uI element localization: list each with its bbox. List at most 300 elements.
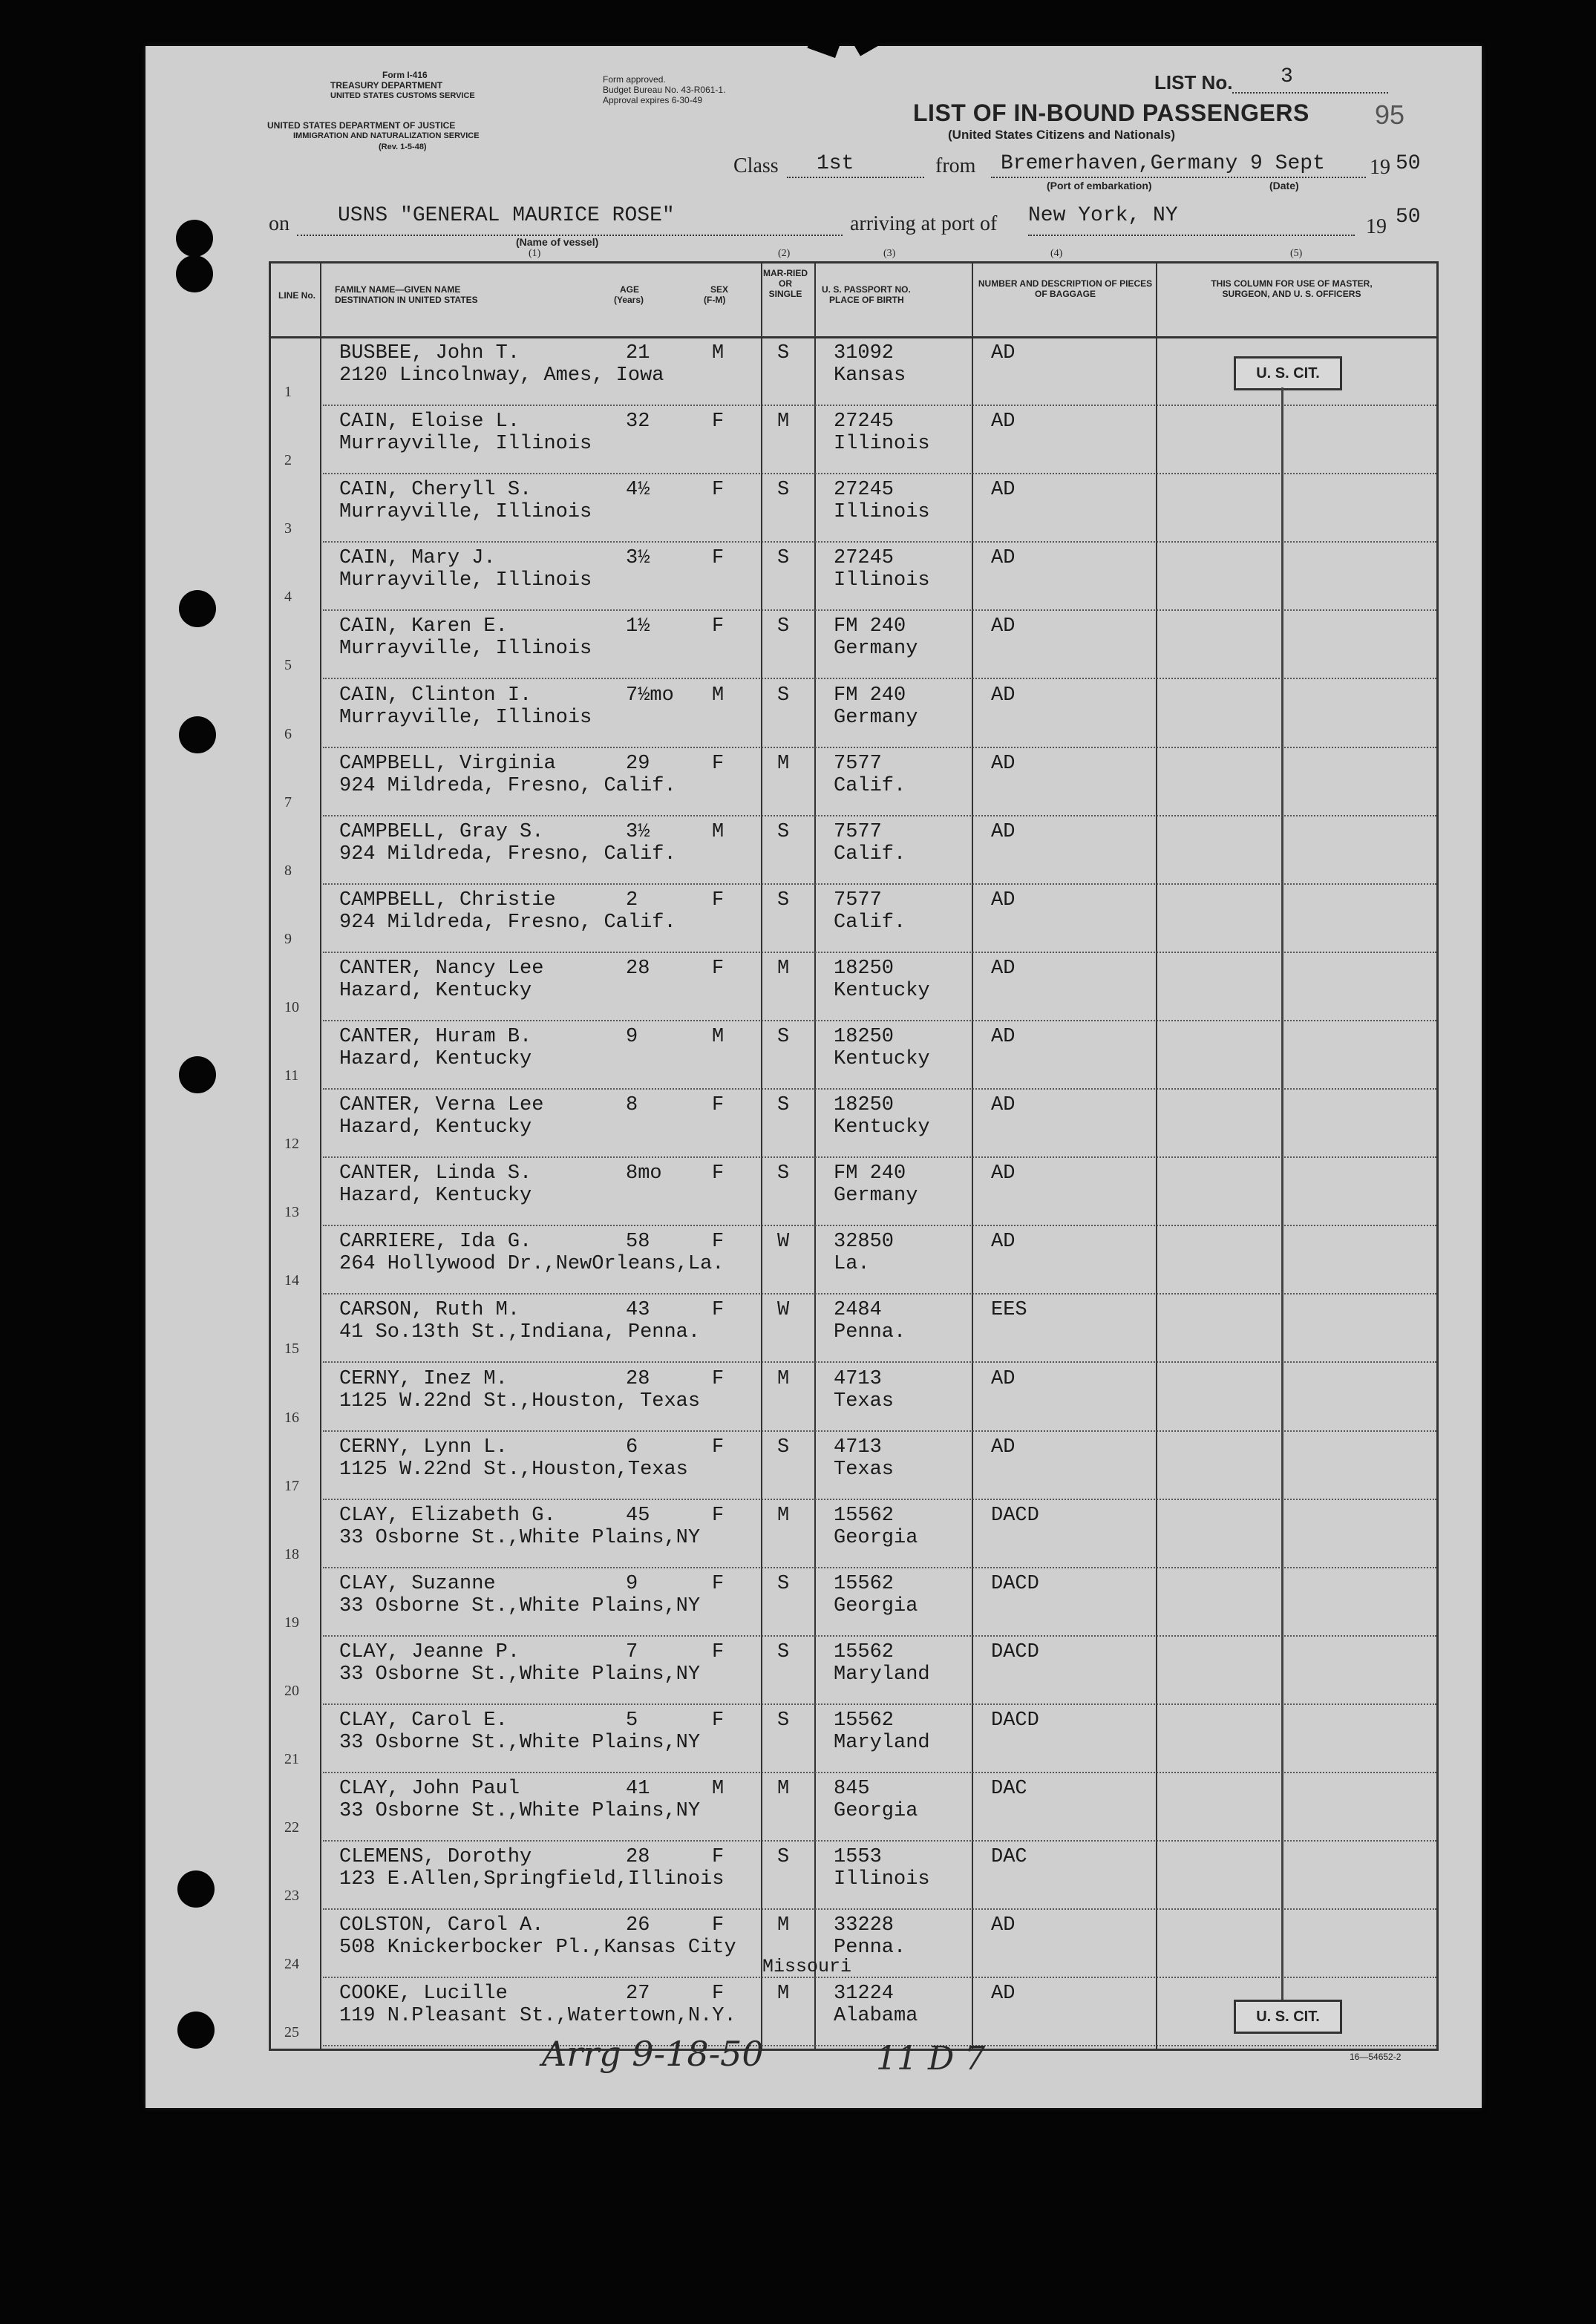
passenger-sex: F [712, 1094, 725, 1117]
line-number: 23 [284, 1888, 299, 1905]
line-number: 16 [284, 1409, 299, 1426]
passenger-destination: Hazard, Kentucky [339, 1116, 532, 1139]
baggage: DACD [991, 1504, 1039, 1527]
table-row [271, 1705, 1436, 1773]
us-citizen-stamp-bottom: U. S. CIT. [1234, 2000, 1342, 2034]
passenger-name: CLAY, Jeanne P. [339, 1640, 520, 1663]
passenger-sex: F [712, 1504, 725, 1527]
col-header-baggage: NUMBER AND DESCRIPTION OF PIECES OF BAGGAGE [978, 278, 1153, 299]
col-header-birth: PLACE OF BIRTH [829, 295, 904, 305]
revision: (Rev. 1-5-48) [379, 143, 427, 151]
line-number: 25 [284, 2024, 299, 2041]
table-row [271, 1842, 1436, 1910]
passenger-sex: F [712, 888, 725, 911]
marital-status: S [777, 1709, 790, 1732]
line-number: 14 [284, 1272, 299, 1289]
passport-number: 15562 [834, 1709, 895, 1732]
passenger-destination: Hazard, Kentucky [339, 1185, 532, 1208]
baggage: AD [991, 1094, 1016, 1117]
baggage: AD [991, 547, 1016, 570]
list-no-label: LIST No. [1154, 71, 1233, 94]
date-caption: (Date) [1269, 180, 1299, 192]
passport-number: 18250 [834, 1026, 895, 1048]
baggage: AD [991, 1983, 1016, 2006]
table-row [271, 885, 1436, 953]
passenger-destination: 924 Mildreda, Fresno, Calif. [339, 842, 676, 865]
print-code: 16—54652-2 [1350, 2052, 1402, 2062]
line-number: 11 [284, 1067, 299, 1084]
marital-status: M [777, 410, 790, 433]
line-number: 21 [284, 1751, 299, 1767]
passenger-destination: Hazard, Kentucky [339, 1048, 532, 1070]
marital-status: M [777, 1983, 790, 2006]
class-value: 1st [817, 152, 854, 175]
us-citizen-stamp-top: U. S. CIT. [1234, 356, 1342, 390]
line-number: 20 [284, 1682, 299, 1699]
passenger-age: 27 [626, 1983, 650, 2006]
passenger-name: CERNY, Inez M. [339, 1367, 508, 1390]
line-number: 2 [284, 452, 292, 469]
table-row [271, 953, 1436, 1021]
passenger-sex: F [712, 1572, 725, 1595]
marital-status: S [777, 615, 790, 638]
col-num-1: (1) [529, 248, 541, 259]
place-of-birth: Penna. [834, 1321, 906, 1344]
passenger-destination: 123 E.Allen,Springfield,Illinois [339, 1868, 725, 1891]
passenger-name: CAMPBELL, Gray S. [339, 820, 544, 843]
passenger-destination: 33 Osborne St.,White Plains,NY [339, 1663, 701, 1686]
passenger-sex: M [712, 1026, 725, 1048]
vessel-caption: (Name of vessel) [516, 236, 599, 248]
passenger-age: 7½mo [626, 684, 674, 707]
passenger-destination: 1125 W.22nd St.,Houston, Texas [339, 1390, 701, 1413]
marital-status: S [777, 1572, 790, 1595]
passport-number: 7577 [834, 820, 882, 843]
passport-number: 27245 [834, 410, 895, 433]
place-of-birth: Germany [834, 638, 918, 661]
marital-status: S [777, 1846, 790, 1869]
passenger-sex: M [712, 820, 725, 843]
passenger-name: CAMPBELL, Christie [339, 888, 556, 911]
form-number: Form I-416 [382, 70, 428, 80]
place-of-birth: Georgia [834, 1594, 918, 1617]
line-number: 18 [284, 1545, 299, 1562]
passenger-name: CAIN, Mary J. [339, 547, 496, 570]
binder-hole [177, 2012, 215, 2049]
passenger-age: 1½ [626, 615, 650, 638]
passenger-destination: Hazard, Kentucky [339, 979, 532, 1002]
place-of-birth: Georgia [834, 1800, 918, 1823]
table-row [271, 406, 1436, 474]
passenger-age: 4½ [626, 479, 650, 502]
line-number: 9 [284, 930, 292, 947]
page-subtitle: (United States Citizens and Nationals) [948, 128, 1176, 142]
place-of-birth: La. [834, 1253, 870, 1276]
marital-status: S [777, 1162, 790, 1185]
marital-status: S [777, 1436, 790, 1459]
place-of-birth: Maryland [834, 1732, 930, 1754]
baggage: AD [991, 1436, 1016, 1459]
passport-number: 4713 [834, 1367, 882, 1390]
passenger-sex: F [712, 957, 725, 980]
passenger-name: COLSTON, Carol A. [339, 1914, 544, 1937]
passenger-destination: 33 Osborne St.,White Plains,NY [339, 1526, 701, 1549]
baggage: AD [991, 1231, 1016, 1254]
baggage: DACD [991, 1709, 1039, 1732]
passenger-name: CLAY, John Paul [339, 1778, 520, 1801]
passenger-name: CLAY, Suzanne [339, 1572, 496, 1595]
line-number: 19 [284, 1614, 299, 1631]
baggage: AD [991, 1162, 1016, 1185]
line-number: 24 [284, 1956, 299, 1973]
passenger-name: CARSON, Ruth M. [339, 1299, 520, 1322]
passenger-age: 28 [626, 1367, 650, 1390]
passenger-sex: F [712, 479, 725, 502]
passenger-name: CERNY, Lynn L. [339, 1436, 508, 1459]
passenger-age: 26 [626, 1914, 650, 1937]
binder-hole [179, 590, 216, 627]
passport-number: 7577 [834, 752, 882, 775]
place-of-birth: Penna. [834, 1937, 906, 1960]
passport-number: 15562 [834, 1640, 895, 1663]
passenger-destination: Murrayville, Illinois [339, 433, 592, 456]
handwritten-arrival-note: Arrg 9-18-50 [542, 2034, 764, 2074]
passenger-destination: 119 N.Pleasant St.,Watertown,N.Y. [339, 2005, 736, 2028]
line-number: 10 [284, 998, 299, 1015]
baggage: AD [991, 1367, 1016, 1390]
col-num-3: (3) [883, 248, 896, 259]
passenger-name: CLAY, Elizabeth G. [339, 1504, 556, 1527]
baggage: AD [991, 615, 1016, 638]
col-num-2: (2) [778, 248, 791, 259]
place-of-birth: Illinois [834, 433, 930, 456]
marital-status: M [777, 1367, 790, 1390]
passenger-destination-2: Missouri [762, 1956, 852, 1978]
binder-hole [179, 716, 216, 753]
col-header-age-sub: (Years) [614, 295, 644, 305]
passenger-sex: F [712, 1231, 725, 1254]
year-value-2: 50 [1396, 206, 1421, 229]
form-approved: Form approved. [603, 74, 666, 85]
approval-expires: Approval expires 6-30-49 [603, 95, 703, 105]
line-number: 22 [284, 1819, 299, 1836]
table-row [271, 1294, 1436, 1363]
col-header-officers: THIS COLUMN FOR USE OF MASTER, SURGEON, AND U. S. OFFICERS [1211, 278, 1373, 299]
table-row [271, 1568, 1436, 1637]
passenger-name: CAIN, Karen E. [339, 615, 508, 638]
binder-hole [179, 1056, 216, 1093]
passenger-sex: F [712, 1436, 725, 1459]
baggage: DACD [991, 1572, 1039, 1595]
marital-status: M [777, 1504, 790, 1527]
passenger-name: CAIN, Clinton I. [339, 684, 532, 707]
passport-number: FM 240 [834, 615, 906, 638]
line-number: 3 [284, 520, 292, 537]
budget-bureau: Budget Bureau No. 43-R061-1. [603, 85, 726, 95]
dept-justice: UNITED STATES DEPARTMENT OF JUSTICE [267, 120, 456, 131]
passenger-name: CAIN, Cheryll S. [339, 479, 532, 502]
passenger-age: 58 [626, 1231, 650, 1254]
passenger-age: 45 [626, 1504, 650, 1527]
passenger-sex: F [712, 1709, 725, 1732]
table-row [271, 1364, 1436, 1432]
passenger-age: 41 [626, 1778, 650, 1801]
baggage: DAC [991, 1778, 1027, 1801]
passenger-age: 6 [626, 1436, 638, 1459]
passenger-sex: F [712, 752, 725, 775]
table-row [271, 1090, 1436, 1158]
passenger-sex: M [712, 1778, 725, 1801]
on-label: on [269, 212, 290, 235]
passenger-destination: 264 Hollywood Dr.,NewOrleans,La. [339, 1253, 725, 1276]
col-header-sex-sub: (F-M) [704, 295, 726, 305]
table-row [271, 816, 1436, 885]
passenger-destination: 508 Knickerbocker Pl.,Kansas City [339, 1937, 736, 1960]
passenger-name: COOKE, Lucille [339, 1983, 508, 2006]
year-value-1: 50 [1396, 152, 1421, 175]
passenger-age: 2 [626, 888, 638, 911]
baggage: AD [991, 1914, 1016, 1937]
baggage: AD [991, 342, 1016, 364]
passenger-age: 3½ [626, 547, 650, 570]
arriving-label: arriving at port of [850, 212, 998, 235]
passenger-age: 5 [626, 1709, 638, 1732]
baggage: AD [991, 752, 1016, 775]
col-header-sex: SEX [710, 284, 729, 295]
dept-treasury: TREASURY DEPARTMENT [330, 80, 443, 91]
passport-number: 18250 [834, 957, 895, 980]
passenger-destination: Murrayville, Illinois [339, 569, 592, 592]
passport-number: 15562 [834, 1572, 895, 1595]
marital-status: S [777, 684, 790, 707]
year-prefix-1: 19 [1370, 156, 1390, 179]
stamp-connector-line [1281, 387, 1283, 2000]
passport-number: 2484 [834, 1299, 882, 1322]
passenger-name: CANTER, Huram B. [339, 1026, 532, 1048]
marital-status: M [777, 1778, 790, 1801]
passport-number: 845 [834, 1778, 870, 1801]
page-title: LIST OF IN-BOUND PASSENGERS [913, 99, 1309, 126]
baggage: DACD [991, 1640, 1039, 1663]
passport-number: 31224 [834, 1983, 895, 2006]
binder-hole [176, 220, 213, 257]
col-header-age: AGE [620, 284, 640, 295]
passenger-age: 32 [626, 410, 650, 433]
passenger-age: 9 [626, 1026, 638, 1048]
table-row [271, 680, 1436, 748]
marital-status: S [777, 1640, 790, 1663]
port-caption: (Port of embarkation) [1047, 180, 1152, 192]
marital-status: M [777, 1914, 790, 1937]
year-prefix-2: 19 [1366, 215, 1387, 238]
class-line [787, 177, 924, 178]
passenger-age: 8mo [626, 1162, 662, 1185]
passenger-sex: M [712, 684, 725, 707]
place-of-birth: Kentucky [834, 1116, 930, 1139]
passport-number: 4713 [834, 1436, 882, 1459]
place-of-birth: Maryland [834, 1663, 930, 1686]
col-header-name: FAMILY NAME—GIVEN NAME [335, 284, 461, 295]
passenger-age: 3½ [626, 820, 650, 843]
binder-hole [176, 255, 213, 292]
marital-status: M [777, 957, 790, 980]
passport-number: 7577 [834, 888, 882, 911]
passenger-sex: F [712, 410, 725, 433]
passenger-destination: 924 Mildreda, Fresno, Calif. [339, 774, 676, 797]
passenger-destination: Murrayville, Illinois [339, 706, 592, 729]
from-value: Bremerhaven,Germany 9 Sept [1001, 152, 1325, 175]
table-row [271, 1637, 1436, 1705]
col-num-4: (4) [1050, 248, 1063, 259]
place-of-birth: Illinois [834, 501, 930, 524]
table-row [271, 611, 1436, 679]
line-number: 12 [284, 1136, 299, 1153]
passenger-age: 7 [626, 1640, 638, 1663]
baggage: AD [991, 888, 1016, 911]
line-number: 1 [284, 384, 292, 400]
baggage: AD [991, 957, 1016, 980]
passport-number: 15562 [834, 1504, 895, 1527]
passport-number: 33228 [834, 1914, 895, 1937]
col-header-destination: DESTINATION IN UNITED STATES [335, 295, 478, 305]
list-no-line [1232, 92, 1388, 94]
col-header-married: MAR-RIED OR SINGLE [763, 268, 808, 299]
passenger-destination: 33 Osborne St.,White Plains,NY [339, 1594, 701, 1617]
line-number: 15 [284, 1341, 299, 1358]
passenger-name: CLEMENS, Dorothy [339, 1846, 532, 1869]
baggage: DAC [991, 1846, 1027, 1869]
place-of-birth: Calif. [834, 774, 906, 797]
baggage: AD [991, 820, 1016, 843]
place-of-birth: Calif. [834, 842, 906, 865]
passenger-name: CAMPBELL, Virginia [339, 752, 556, 775]
place-of-birth: Illinois [834, 1868, 930, 1891]
from-line [991, 177, 1366, 178]
dept-customs: UNITED STATES CUSTOMS SERVICE [330, 91, 475, 100]
passenger-sex: F [712, 1162, 725, 1185]
page-number: 95 [1375, 99, 1405, 130]
passenger-sex: F [712, 615, 725, 638]
passenger-name: BUSBEE, John T. [339, 342, 520, 364]
place-of-birth: Germany [834, 1185, 918, 1208]
baggage: AD [991, 479, 1016, 502]
passenger-destination: 33 Osborne St.,White Plains,NY [339, 1732, 701, 1754]
baggage: AD [991, 684, 1016, 707]
place-of-birth: Alabama [834, 2005, 918, 2028]
place-of-birth: Calif. [834, 911, 906, 934]
passport-number: 1553 [834, 1846, 882, 1869]
marital-status: W [777, 1299, 790, 1322]
table-row [271, 1500, 1436, 1568]
place-of-birth: Germany [834, 706, 918, 729]
passenger-age: 28 [626, 1846, 650, 1869]
passport-number: 32850 [834, 1231, 895, 1254]
table-row [271, 474, 1436, 543]
passenger-sex: F [712, 1640, 725, 1663]
table-row [271, 748, 1436, 816]
passenger-age: 8 [626, 1094, 638, 1117]
passenger-destination: 2120 Lincolnway, Ames, Iowa [339, 364, 664, 387]
passenger-sex: F [712, 1914, 725, 1937]
passenger-destination: 924 Mildreda, Fresno, Calif. [339, 911, 676, 934]
line-number: 13 [284, 1204, 299, 1221]
passport-number: FM 240 [834, 1162, 906, 1185]
passenger-sex: F [712, 547, 725, 570]
passenger-destination: 33 Osborne St.,White Plains,NY [339, 1800, 701, 1823]
marital-status: W [777, 1231, 790, 1254]
place-of-birth: Texas [834, 1390, 895, 1413]
col-num-5: (5) [1290, 248, 1303, 259]
passenger-age: 9 [626, 1572, 638, 1595]
passenger-destination: Murrayville, Illinois [339, 638, 592, 661]
passenger-sex: F [712, 1983, 725, 2006]
passenger-name: CAIN, Eloise L. [339, 410, 520, 433]
marital-status: M [777, 752, 790, 775]
place-of-birth: Kentucky [834, 1048, 930, 1070]
from-label: from [935, 154, 976, 177]
class-label: Class [733, 154, 779, 177]
passport-number: 27245 [834, 547, 895, 570]
col-header-line-no: LINE No. [278, 290, 315, 301]
passenger-age: 43 [626, 1299, 650, 1322]
passenger-name: CANTER, Nancy Lee [339, 957, 544, 980]
table-row [271, 1158, 1436, 1226]
table-header [271, 264, 1436, 338]
passenger-destination: 1125 W.22nd St.,Houston,Texas [339, 1458, 688, 1481]
marital-status: S [777, 820, 790, 843]
line-number: 8 [284, 862, 292, 879]
table-row [271, 1021, 1436, 1090]
baggage: AD [991, 410, 1016, 433]
table-row [271, 1910, 1436, 1978]
list-no-value: 3 [1281, 65, 1293, 88]
baggage: EES [991, 1299, 1027, 1322]
place-of-birth: Georgia [834, 1526, 918, 1549]
passenger-sex: M [712, 342, 725, 364]
marital-status: S [777, 1094, 790, 1117]
passenger-sex: F [712, 1846, 725, 1869]
passenger-name: CANTER, Verna Lee [339, 1094, 544, 1117]
dept-ins: IMMIGRATION AND NATURALIZATION SERVICE [293, 131, 480, 140]
passenger-name: CANTER, Linda S. [339, 1162, 532, 1185]
vessel-value: USNS "GENERAL MAURICE ROSE" [338, 204, 675, 227]
passenger-age: 21 [626, 342, 650, 364]
table-row [271, 1773, 1436, 1842]
passport-number: 31092 [834, 342, 895, 364]
passport-number: 27245 [834, 479, 895, 502]
place-of-birth: Illinois [834, 569, 930, 592]
passenger-age: 29 [626, 752, 650, 775]
place-of-birth: Kentucky [834, 979, 930, 1002]
passenger-sex: F [712, 1299, 725, 1322]
table-row [271, 543, 1436, 611]
marital-status: S [777, 342, 790, 364]
line-number: 4 [284, 589, 292, 606]
line-number: 5 [284, 657, 292, 674]
marital-status: S [777, 547, 790, 570]
table-row [271, 1226, 1436, 1294]
marital-status: S [777, 888, 790, 911]
passenger-destination: Murrayville, Illinois [339, 501, 592, 524]
marital-status: S [777, 1026, 790, 1048]
passenger-sex: F [712, 1367, 725, 1390]
line-number: 17 [284, 1477, 299, 1494]
marital-status: S [777, 479, 790, 502]
line-number: 7 [284, 793, 292, 811]
passenger-table [269, 261, 1439, 2051]
passenger-name: CARRIERE, Ida G. [339, 1231, 532, 1254]
baggage: AD [991, 1026, 1016, 1048]
